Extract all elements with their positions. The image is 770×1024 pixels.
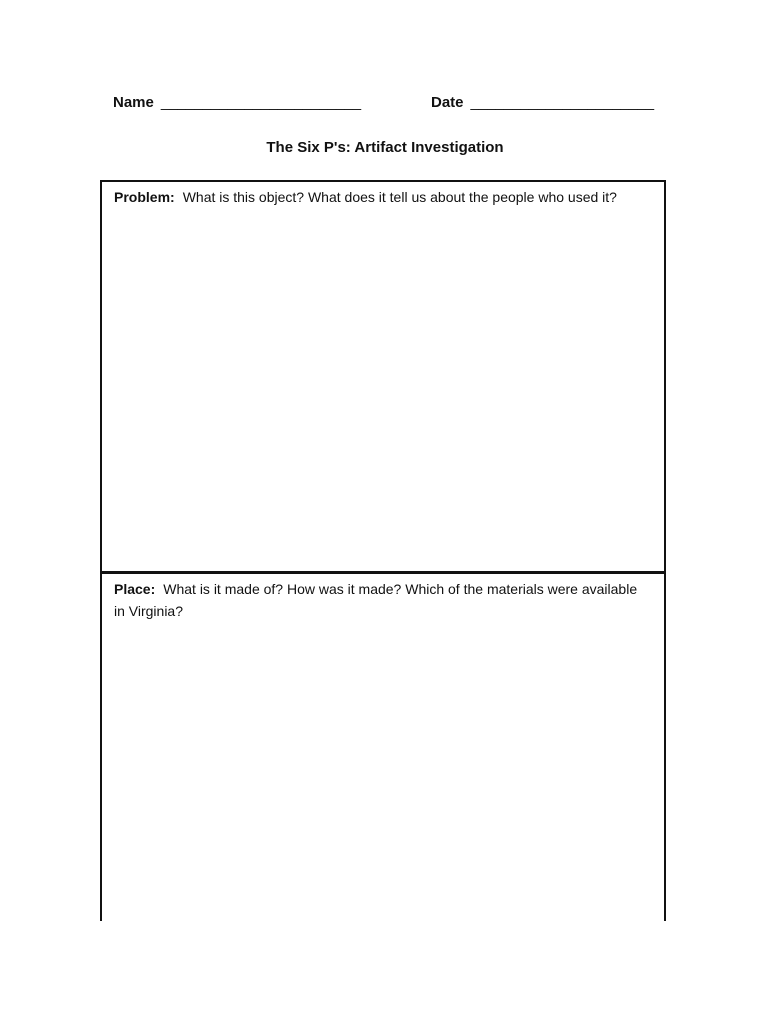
problem-section[interactable] — [102, 182, 664, 574]
date-field — [431, 94, 654, 111]
place-question: What is it made of? How was it made? Which of the materials were available in Virginia? — [114, 581, 638, 619]
place-section[interactable] — [102, 574, 664, 921]
name-label: Name — [113, 94, 154, 111]
date-label: Date — [431, 94, 464, 111]
name-field — [113, 94, 361, 111]
header-row — [0, 94, 770, 116]
problem-question: What is this object? What does it tell us about the people who used it? — [182, 189, 617, 205]
worksheet-boxes — [100, 180, 666, 921]
date-blank-line[interactable]: ______________________ — [470, 94, 655, 111]
name-blank-line[interactable]: ________________________ — [160, 94, 362, 111]
place-heading: Place: — [114, 581, 156, 597]
problem-heading: Problem: — [114, 189, 175, 205]
worksheet-title: The Six P's: Artifact Investigation — [266, 139, 504, 156]
